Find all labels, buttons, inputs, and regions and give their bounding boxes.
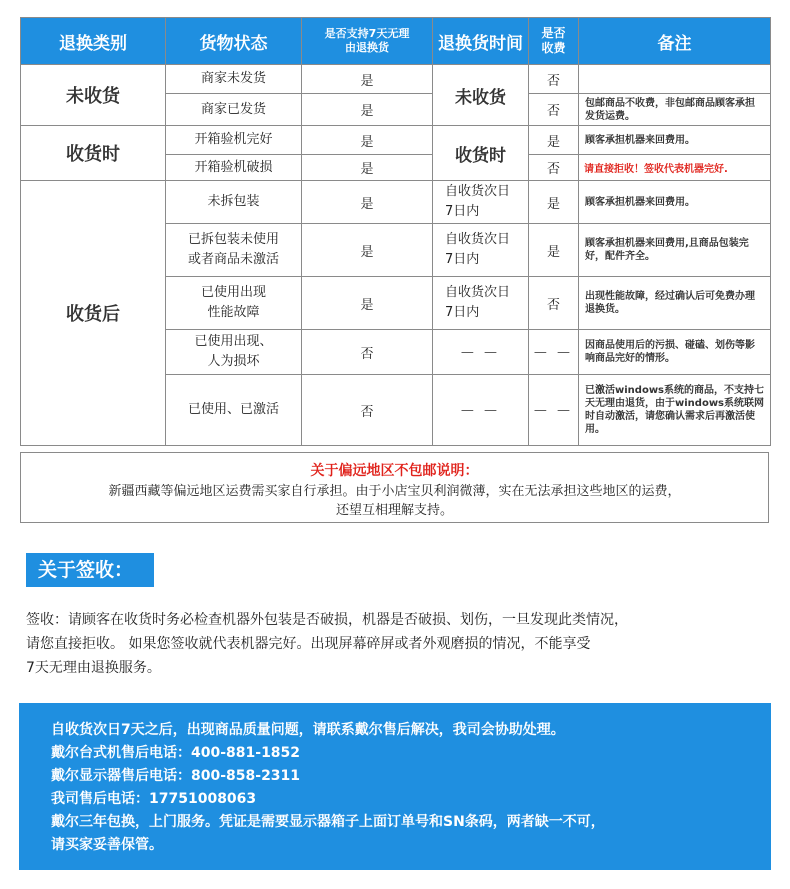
status-cell: 商家未发货 <box>166 65 302 94</box>
desktop-hotline: 戴尔台式机售后电话：400-881-1852 <box>51 745 301 761</box>
status-cell: 商家已发货 <box>166 94 302 126</box>
contact-line: 戴尔三年包换，上门服务。凭证是需要显示器箱子上面订单号和SN条码，两者缺一不可， <box>51 814 605 830</box>
fee-cell: 否 <box>529 155 579 181</box>
sign-text-line: 7天无理由退换服务。 <box>26 660 161 676</box>
table-row <box>21 65 771 94</box>
note-cell: 顾客承担机器来回费用,且商品包装完好，配件齐全。 <box>579 224 771 277</box>
time-line-1: 自收货次日 <box>445 184 511 199</box>
header-status: 货物状态 <box>166 18 302 65</box>
monitor-hotline: 戴尔显示器售后电话：800-858-2311 <box>51 768 301 784</box>
status-line-2: 性能故障 <box>207 305 260 320</box>
status-cell: 开箱验机破损 <box>166 155 302 181</box>
header-seven-day <box>302 18 433 65</box>
header-type: 退换类别 <box>21 18 166 65</box>
status-cell: 开箱验机完好 <box>166 126 302 155</box>
status-line-1: 已使用出现、 <box>194 334 273 349</box>
sign-text-line: 请您直接拒收。 如果您签收就代表机器完好。出现屏幕碎屏或者外观磨损的情况，不能享受 <box>26 636 591 652</box>
status-cell <box>166 330 302 375</box>
support-cell: 是 <box>302 155 433 181</box>
support-cell: 是 <box>302 65 433 94</box>
time-line-2: 7日内 <box>445 305 480 320</box>
time-line-1: 自收货次日 <box>445 232 511 247</box>
note-cell: 因商品使用后的污损、碰磕、划伤等影响商品完好的情形。 <box>579 330 771 375</box>
remote-notice-body <box>21 482 768 520</box>
header-seven-day-text: 是否支持7天无理由退换货 <box>324 27 410 54</box>
time-cell <box>433 224 529 277</box>
remote-notice-title: 关于偏远地区不包邮说明： <box>310 463 479 479</box>
sign-section-header: 关于签收： <box>26 553 154 587</box>
sign-text-line: 签收：请顾客在收货时务必检查机器外包装是否破损，机器是否破损、划伤，一旦发现此类情况， <box>26 612 628 628</box>
remote-area-notice <box>20 452 769 523</box>
time-line-2: 7日内 <box>445 204 480 219</box>
time-cell <box>433 277 529 330</box>
after-sales-contact-box <box>19 703 771 870</box>
time-cell: 收货时 <box>433 126 529 181</box>
status-cell: 未拆包装 <box>166 181 302 224</box>
header-time: 退换货时间 <box>433 18 529 65</box>
fee-cell: 是 <box>529 181 579 224</box>
header-remark: 备注 <box>579 18 771 65</box>
support-cell: 是 <box>302 224 433 277</box>
note-cell-warning: 请直接拒收！签收代表机器完好. <box>579 155 771 181</box>
table-header-row <box>21 18 771 65</box>
fee-cell: — — <box>529 330 579 375</box>
sign-section-text <box>26 608 766 680</box>
header-fee <box>529 18 579 65</box>
time-line-1: 自收货次日 <box>445 285 511 300</box>
shop-hotline: 我司售后电话：17751008063 <box>51 791 257 807</box>
table-row <box>21 181 771 224</box>
fee-cell: — — <box>529 375 579 446</box>
table-row <box>21 126 771 155</box>
time-line-2: 7日内 <box>445 252 480 267</box>
support-cell: 是 <box>302 181 433 224</box>
category-cell: 收货时 <box>21 126 166 181</box>
category-cell: 收货后 <box>21 181 166 446</box>
time-cell: — — <box>433 330 529 375</box>
support-cell: 否 <box>302 375 433 446</box>
status-line-2: 人为损坏 <box>207 354 260 369</box>
status-cell: 已使用、已激活 <box>166 375 302 446</box>
note-cell: 出现性能故障，经过确认后可免费办理退换货。 <box>579 277 771 330</box>
category-cell: 未收货 <box>21 65 166 126</box>
note-cell: 包邮商品不收费，非包邮商品顾客承担发货运费。 <box>579 94 771 126</box>
fee-cell: 否 <box>529 94 579 126</box>
note-cell: 顾客承担机器来回费用。 <box>579 181 771 224</box>
status-line-1: 已使用出现 <box>200 285 266 300</box>
note-cell: 已激活windows系统的商品，不支持七天无理由退货，由于windows系统联网时自动激活，请您确认需求后再激活使用。 <box>579 375 771 446</box>
remote-notice-line: 新疆西藏等偏远地区运费需买家自行承担。由于小店宝贝利润微薄，实在无法承担这些地区的运费， <box>108 484 681 499</box>
status-line-2: 或者商品未激活 <box>187 252 279 267</box>
support-cell: 否 <box>302 330 433 375</box>
fee-cell: 否 <box>529 65 579 94</box>
time-cell: — — <box>433 375 529 446</box>
status-line-1: 已拆包装未使用 <box>187 232 279 247</box>
contact-line: 自收货次日7天之后，出现商品质量问题，请联系戴尔售后解决，我司会协助处理。 <box>51 722 565 738</box>
status-cell <box>166 224 302 277</box>
fee-cell: 否 <box>529 277 579 330</box>
note-cell <box>579 65 771 94</box>
time-cell: 未收货 <box>433 65 529 126</box>
contact-line: 请买家妥善保管。 <box>51 837 163 853</box>
return-policy-table <box>20 17 771 446</box>
note-cell: 顾客承担机器来回费用。 <box>579 126 771 155</box>
remote-notice-line: 还望互相理解支持。 <box>335 503 453 518</box>
fee-cell: 是 <box>529 126 579 155</box>
header-fee-text: 是否收费 <box>541 26 566 55</box>
support-cell: 是 <box>302 126 433 155</box>
fee-cell: 是 <box>529 224 579 277</box>
time-cell <box>433 181 529 224</box>
support-cell: 是 <box>302 94 433 126</box>
support-cell: 是 <box>302 277 433 330</box>
status-cell <box>166 277 302 330</box>
